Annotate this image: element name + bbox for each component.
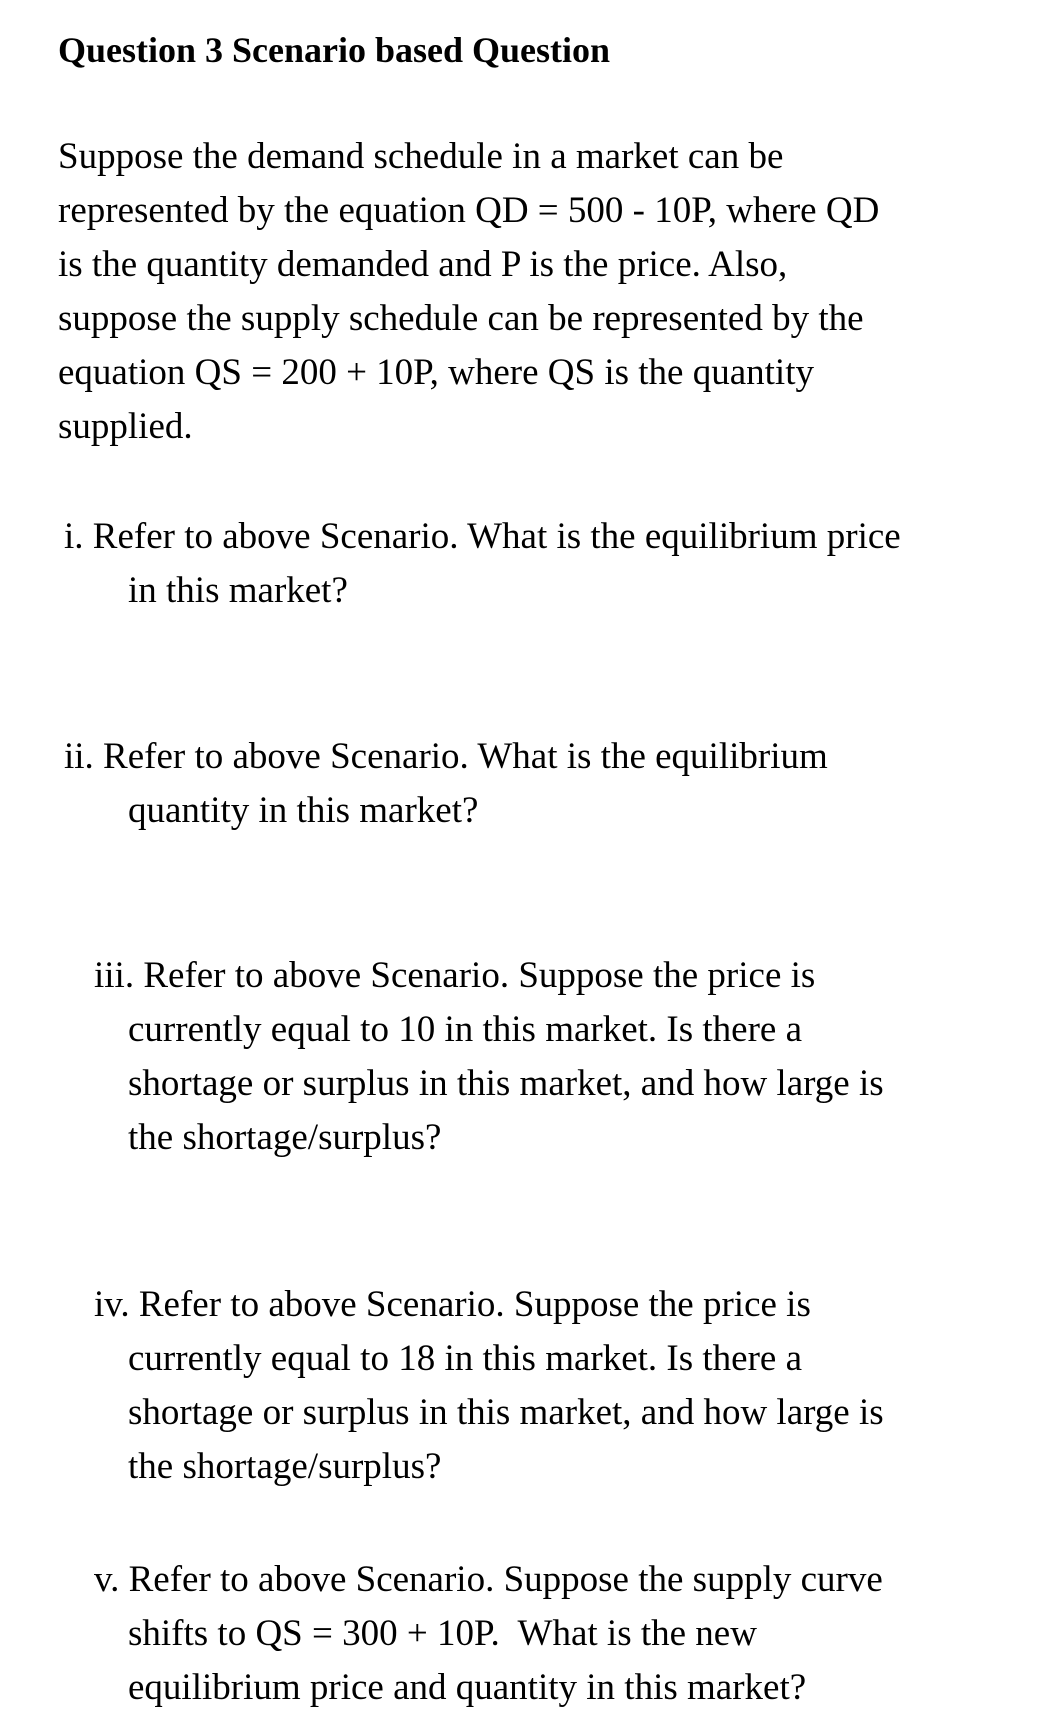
question-line: shortage or surplus in this market, and how large is (128, 1392, 884, 1433)
question-line: iv. Refer to above Scenario. Suppose the price is (94, 1284, 811, 1325)
question-line: the shortage/surplus? (128, 1446, 442, 1487)
scenario-line: supplied. (58, 406, 193, 447)
question-line: currently equal to 10 in this market. Is there a (128, 1009, 803, 1050)
question-line: shortage or surplus in this market, and how large is (128, 1063, 884, 1104)
question-line: ii. Refer to above Scenario. What is the equilibrium (64, 736, 828, 777)
question-line: in this market? (128, 570, 348, 611)
question-line: quantity in this market? (128, 790, 479, 831)
question-title: Question 3 Scenario based Question (58, 30, 611, 70)
question-line: v. Refer to above Scenario. Suppose the supply curve (94, 1559, 883, 1600)
question-line: iii. Refer to above Scenario. Suppose the price is (94, 955, 816, 996)
scenario-line: Suppose the demand schedule in a market can be (58, 136, 784, 177)
scenario-paragraph (58, 130, 1018, 454)
question-iv (94, 1278, 884, 1494)
scenario-line: equation QS = 200 + 10P, where QS is the quantity (58, 352, 814, 393)
question-ii (64, 730, 828, 838)
scenario-line: is the quantity demanded and P is the price. Also, (58, 244, 788, 285)
question-line: shifts to QS = 300 + 10P. What is the new (128, 1613, 757, 1654)
question-i (64, 510, 901, 618)
question-line: i. Refer to above Scenario. What is the equilibrium price (64, 516, 901, 557)
question-v (94, 1553, 883, 1715)
question-iii (94, 949, 884, 1165)
scenario-line: represented by the equation QD = 500 - 10P, where QD (58, 190, 880, 231)
question-line: currently equal to 18 in this market. Is there a (128, 1338, 803, 1379)
question-line: the shortage/surplus? (128, 1117, 442, 1158)
scenario-line: suppose the supply schedule can be represented by the (58, 298, 864, 339)
question-line: equilibrium price and quantity in this market? (128, 1667, 807, 1708)
